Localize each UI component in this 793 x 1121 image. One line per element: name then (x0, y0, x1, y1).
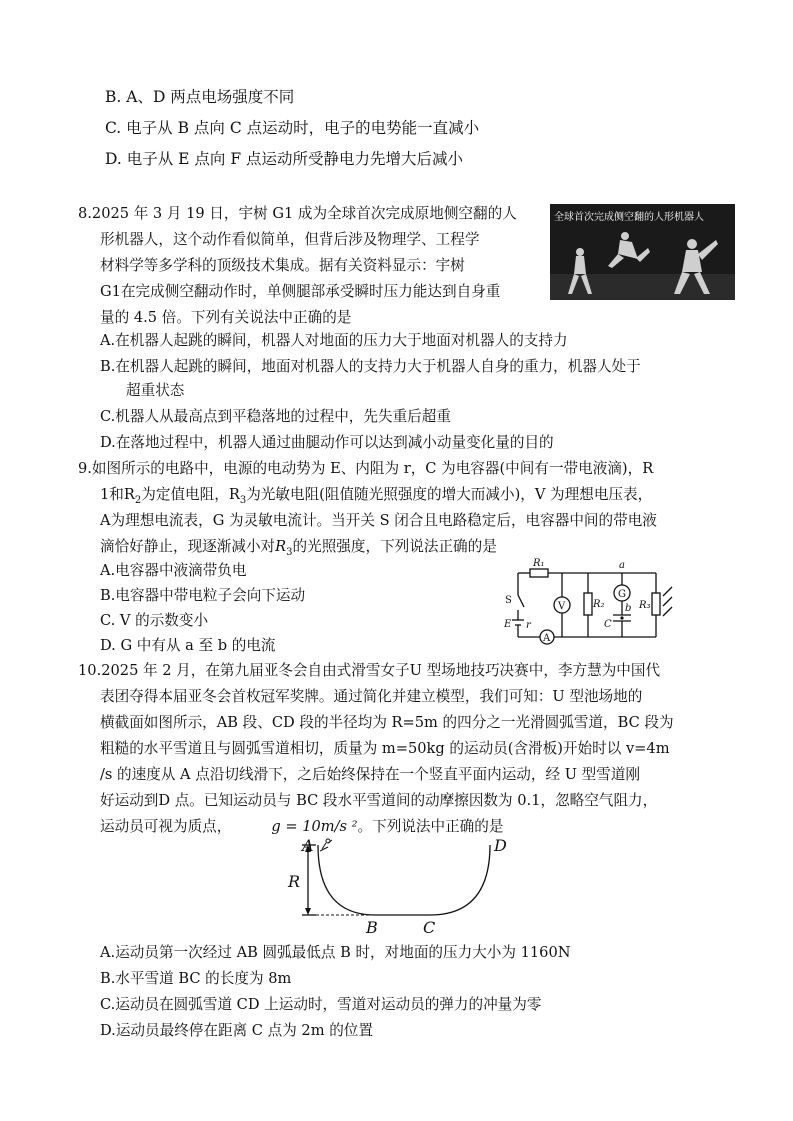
label-r: r (526, 620, 531, 631)
q10-stem-line7: 运动员可视为质点， g = 10m/s ²。下列说法中正确的是 (100, 818, 504, 835)
q8-stem-line2: 形机器人，这个动作看似简单，但背后涉及物理学、工程学 (100, 231, 480, 248)
label-r2: R₂ (593, 599, 605, 610)
q10-option-c: C.运动员在圆弧雪道 CD 上运动时，雪道对运动员的弹力的冲量为零 (100, 996, 542, 1013)
q10-stem-line2: 表团夺得本届亚冬会首枚冠军奖牌。通过简化并建立模型，我们可知：U 型池场地的 (100, 688, 643, 705)
label-point-c: C (423, 918, 436, 935)
q8-stem-line4: G1在完成侧空翻动作时，单侧腿部承受瞬时压力能达到自身重 (100, 283, 501, 300)
label-b: b (625, 603, 632, 614)
q10-option-d: D.运动员最终停在距离 C 点为 2m 的位置 (100, 1022, 373, 1039)
skier-icon (320, 839, 332, 851)
q8-option-b-line1: B.在机器人起跳的瞬间，地面对机器人的支持力大于机器人自身的重力，机器人处于 (100, 358, 641, 375)
q10-stem-line1: 10.2025 年 2 月，在第九届亚冬会自由式滑雪女子U 型场地技巧决赛中，李方慧为中国代 (78, 662, 661, 679)
q8-option-d: D.在落地过程中，机器人通过曲腿动作可以达到减小动量变化量的目的 (100, 434, 554, 451)
q10-stem-line3: 横截面如图所示，AB 段、CD 段的半径均为 R=5m 的四分之一光滑圆弧雪道，BC 段为 (100, 714, 674, 731)
q9-option-c: C. V 的示数变小 (100, 612, 209, 629)
label-a: a (619, 560, 625, 571)
q10-option-a: A.运动员第一次经过 AB 圆弧最低点 B 时，对地面的压力大小为 1160N (100, 944, 571, 961)
q8-option-a: A.在机器人起跳的瞬间，机器人对地面的压力大于地面对机器人的支持力 (100, 332, 568, 349)
label-point-b: B (366, 918, 378, 935)
q9-stem-line2: 1和$R_2$为定值电阻，$R_3$为光敏电阻(阻值随光照强度的增大而减小)，V 为理想电压表， (100, 486, 653, 506)
q9-option-a: A.电容器中液滴带负电 (100, 562, 247, 579)
label-g: G (618, 589, 626, 600)
photo-caption: 全球首次完成侧空翻的人形机器人 (554, 212, 704, 223)
q9-stem-line4: 滴恰好静止，现逐渐减小对$R_3$的光照强度，下列说法正确的是 (100, 538, 497, 558)
q7-option-b: B. A、D 两点电场强度不同 (105, 88, 295, 106)
q9-option-d: D. G 中有从 a 至 b 的电流 (100, 637, 276, 654)
q10-stem-line5: /s 的速度从 A 点沿切线滑下，之后始终保持在一个竖直平面内运动，经 U 型雪道刚 (100, 766, 641, 783)
label-s: S (505, 595, 512, 606)
q9-stem-line3: A为理想电流表，G 为灵敏电流计。当开关 S 闭合且电路稳定后，电容器中间的带电液 (100, 512, 657, 529)
q7-option-d: D. 电子从 E 点向 F 点运动所受静电力先增大后减小 (105, 150, 464, 168)
q10-stem-line4: 粗糙的水平雪道且与圆弧雪道相切，质量为 m=50kg 的运动员(含滑板)开始时以 v=4m (100, 740, 670, 757)
q8-stem-line3: 材料学等多学科的顶级技术集成。据有关资料显示：宇树 (100, 257, 465, 274)
q8-option-c: C.机器人从最高点到平稳落地的过程中，先失重后超重 (100, 408, 451, 425)
robot-flip-photo (550, 204, 735, 300)
circuit-diagram (500, 555, 675, 655)
label-r3: R₃ (639, 600, 651, 611)
label-radius: R (288, 872, 301, 891)
label-ammeter: A (543, 633, 551, 644)
label-e: E (504, 619, 512, 630)
q8-stem-line1: 8.2025 年 3 月 19 日，宇树 G1 成为全球首次完成原地侧空翻的人 (78, 205, 517, 222)
label-r1: R₁ (533, 558, 545, 569)
q8-option-b-line2: 超重状态 (126, 382, 185, 399)
u-track-diagram (280, 835, 520, 935)
q10-stem-line6: 好运动到D 点。已知运动员与 BC 段水平雪道间的动摩擦因数为 0.1，忽略空气阻力， (100, 792, 658, 809)
label-point-d: D (494, 836, 507, 855)
q9-stem-line1: 9.如图所示的电路中，电源的电动势为 E、内阻为 r，C 为电容器(中间有一带电液滴)，R (78, 460, 654, 477)
q9-option-b: B.电容器中带电粒子会向下运动 (100, 587, 306, 604)
label-c: C (604, 619, 612, 630)
label-v: V (558, 601, 566, 612)
q7-option-c: C. 电子从 B 点向 C 点运动时，电子的电势能一直减小 (105, 119, 480, 137)
label-point-a: A (302, 836, 314, 855)
q10-option-b: B.水平雪道 BC 的长度为 8m (100, 970, 292, 987)
q8-stem-line5: 量的 4.5 倍。下列有关说法中正确的是 (100, 309, 352, 326)
